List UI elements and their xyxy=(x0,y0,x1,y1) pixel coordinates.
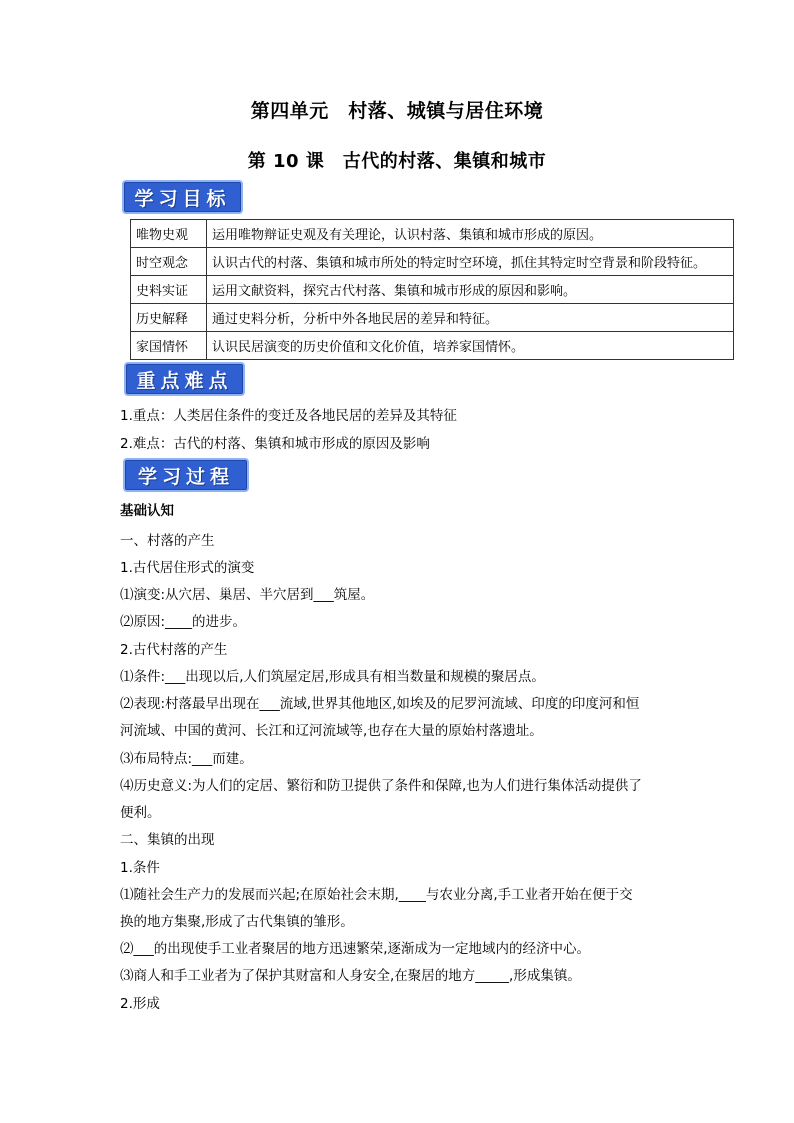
key-point-line: 1.重点：人类居住条件的变迁及各地民居的差异及其特征 xyxy=(120,408,457,424)
goal-key: 历史解释 xyxy=(131,304,207,332)
body-line: ⑵表现:村落最早出现在___流域,世界其他地区,如埃及的尼罗河流域、印度的印度河和恒 xyxy=(120,696,640,712)
table-row xyxy=(131,304,734,332)
goal-value: 通过史料分析，分析中外各地民居的差异和特征。 xyxy=(207,304,734,332)
goal-key: 唯物史观 xyxy=(131,220,207,248)
body-line: 1.条件 xyxy=(120,860,160,876)
table-row xyxy=(131,220,734,248)
table-row xyxy=(131,332,734,360)
table-row xyxy=(131,276,734,304)
body-line: ⑴演变:从穴居、巢居、半穴居到___筑屋。 xyxy=(120,587,375,603)
goal-value: 运用唯物辩证史观及有关理论，认识村落、集镇和城市形成的原因。 xyxy=(207,220,734,248)
subheading-basic: 基础认知 xyxy=(120,503,174,519)
lesson-title: 第 10 课 古代的村落、集镇和城市 xyxy=(247,151,547,172)
section-banner-process: 学习过程 xyxy=(123,458,249,492)
unit-title: 第四单元 村落、城镇与居住环境 xyxy=(250,100,544,122)
body-line: ⑴随社会生产力的发展而兴起;在原始社会末期,____与农业分离,手工业者开始在便于交 xyxy=(120,887,633,903)
body-line: 1.古代居住形式的演变 xyxy=(120,560,255,576)
goal-key: 家国情怀 xyxy=(131,332,207,360)
goal-value: 认识古代的村落、集镇和城市所处的特定时空环境，抓住其特定时空背景和阶段特征。 xyxy=(207,248,734,276)
key-point-line: 2.难点：古代的村落、集镇和城市形成的原因及影响 xyxy=(120,436,430,452)
body-line: 2.古代村落的产生 xyxy=(120,642,228,658)
body-line: ⑴条件:___出现以后,人们筑屋定居,形成具有相当数量和规模的聚居点。 xyxy=(120,669,545,685)
body-line: 河流域、中国的黄河、长江和辽河流域等,也存在大量的原始村落遗址。 xyxy=(120,723,543,739)
body-line: 二、集镇的出现 xyxy=(120,832,215,848)
body-line: 换的地方集聚,形成了古代集镇的雏形。 xyxy=(120,914,354,930)
goal-value: 运用文献资料，探究古代村落、集镇和城市形成的原因和影响。 xyxy=(207,276,734,304)
goals-table xyxy=(130,219,734,360)
body-line: 2.形成 xyxy=(120,996,160,1012)
goal-key: 史料实证 xyxy=(131,276,207,304)
body-line: ⑶布局特点:___而建。 xyxy=(120,751,253,767)
section-banner-key-points: 重点难点 xyxy=(124,362,245,396)
body-line: 一、村落的产生 xyxy=(120,533,215,549)
goal-key: 时空观念 xyxy=(131,248,207,276)
body-line: ⑶商人和手工业者为了保护其财富和人身安全,在聚居的地方_____,形成集镇。 xyxy=(120,968,581,984)
body-line: ⑵___的出现使手工业者聚居的地方迅速繁荣,逐渐成为一定地域内的经济中心。 xyxy=(120,941,591,957)
body-line: ⑵原因:____的进步。 xyxy=(120,614,247,630)
body-line: ⑷历史意义:为人们的定居、繁衍和防卫提供了条件和保障,也为人们进行集体活动提供了 xyxy=(120,778,642,794)
table-row xyxy=(131,248,734,276)
section-banner-goals: 学习目标 xyxy=(122,180,243,214)
goal-value: 认识民居演变的历史价值和文化价值，培养家国情怀。 xyxy=(207,332,734,360)
body-line: 便利。 xyxy=(120,805,161,821)
